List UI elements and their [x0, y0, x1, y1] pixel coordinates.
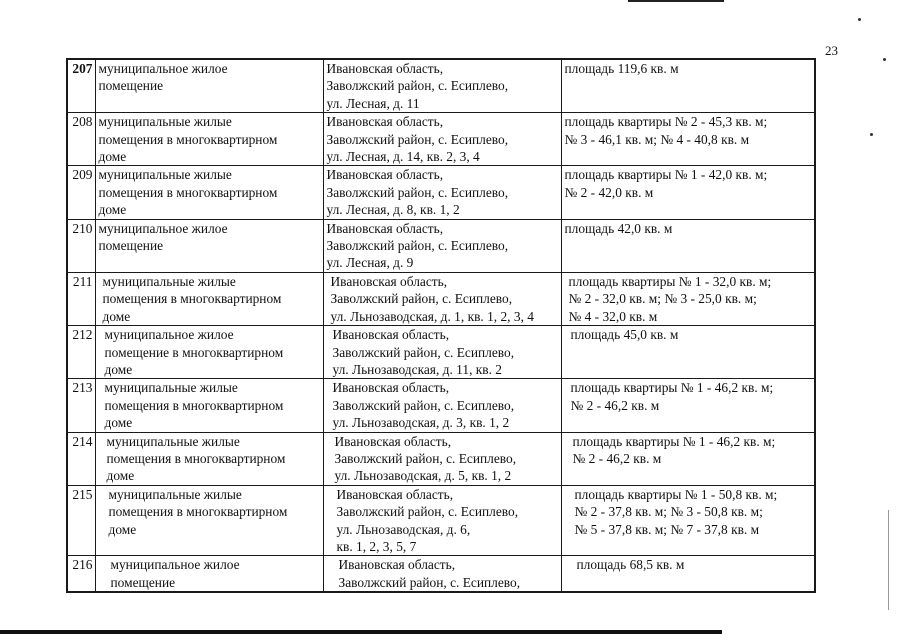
object-name-line: муниципальное жилое — [110, 557, 240, 573]
row-number: 213 — [67, 379, 95, 432]
object-name-line: доме — [104, 415, 133, 431]
row-number: 215 — [67, 485, 95, 556]
address-line: ул. Льнозаводская, д. 1, кв. 1, 2, 3, 4 — [330, 308, 534, 324]
object-name-line: помещение — [98, 238, 164, 254]
area-line: площадь квартиры № 1 - 46,2 кв. м; — [570, 380, 774, 396]
area-line: площадь квартиры № 1 - 32,0 кв. м; — [568, 273, 772, 289]
address-line: Ивановская область, — [336, 486, 454, 502]
area-line: № 5 - 37,8 кв. м; № 7 - 37,8 кв. м — [574, 521, 760, 537]
table-row — [67, 59, 815, 113]
object-name-line: муниципальное жилое — [104, 327, 234, 343]
address-line: Заволжский район, с. Есиплево, — [336, 504, 519, 520]
property-registry-table — [66, 58, 816, 593]
area-line: площадь квартиры № 1 - 46,2 кв. м; — [572, 433, 776, 449]
address-line: Заволжский район, с. Есиплево, — [330, 291, 513, 307]
object-name-line: доме — [98, 149, 127, 165]
area-cell — [561, 432, 815, 485]
area-line: площадь 45,0 кв. м — [570, 327, 679, 343]
object-name-cell — [95, 166, 323, 219]
object-name-line: доме — [106, 468, 135, 484]
area-line: № 3 - 46,1 кв. м; № 4 - 40,8 кв. м — [564, 131, 750, 147]
object-name-line: помещения в многоквартирном — [102, 291, 282, 307]
object-name-cell — [95, 219, 323, 272]
object-name-line: муниципальные жилые — [102, 273, 236, 289]
area-cell — [561, 272, 815, 325]
area-line: № 2 - 37,8 кв. м; № 3 - 50,8 кв. м; — [574, 504, 763, 520]
address-line: Заволжский район, с. Есиплево, — [334, 450, 517, 466]
area-line: № 4 - 32,0 кв. м — [568, 308, 658, 324]
object-name-line: муниципальные жилые — [108, 486, 242, 502]
object-name-line: доме — [98, 202, 127, 218]
address-line: ул. Лесная, д. 8, кв. 1, 2 — [326, 202, 460, 218]
address-line: Заволжский район, с. Есиплево, — [338, 574, 521, 590]
area-line: № 2 - 46,2 кв. м — [572, 450, 662, 466]
object-name-line: муниципальное жилое — [98, 61, 228, 76]
object-name-cell — [95, 59, 323, 113]
object-name-line: доме — [102, 308, 131, 324]
object-name-line: муниципальные жилые — [98, 114, 232, 130]
object-name-line: доме — [108, 521, 137, 537]
address-line: ул. Лесная, д. 9 — [326, 255, 414, 271]
address-line: ул. Лесная, д. 14, кв. 2, 3, 4 — [326, 149, 480, 165]
address-line: ул. Льнозаводская, д. 5, кв. 1, 2 — [334, 468, 512, 484]
address-line: Заволжский район, с. Есиплево, — [326, 131, 509, 147]
object-name-line: муниципальные жилые — [106, 433, 240, 449]
table-row — [67, 219, 815, 272]
table-row — [67, 379, 815, 432]
row-number: 208 — [67, 113, 95, 166]
table-row — [67, 326, 815, 379]
object-name-line: помещение — [110, 574, 176, 590]
area-cell — [561, 166, 815, 219]
address-line: ул. Льнозаводская, д. 6, — [336, 521, 471, 537]
row-number: 212 — [67, 326, 95, 379]
object-name-line: помещение в многоквартирном — [104, 344, 284, 360]
object-name-line: помещения в многоквартирном — [108, 504, 288, 520]
object-name-line: доме — [104, 361, 133, 377]
area-line: площадь квартиры № 1 - 50,8 кв. м; — [574, 486, 778, 502]
object-name-cell — [95, 485, 323, 556]
scan-artifact-top-line — [628, 0, 724, 2]
address-line: Ивановская область, — [326, 61, 444, 76]
object-name-cell — [95, 272, 323, 325]
address-line: Ивановская область, — [330, 273, 448, 289]
address-cell — [323, 59, 561, 113]
address-line: Заволжский район, с. Есиплево, — [326, 238, 509, 254]
object-name-line: муниципальные жилые — [98, 167, 232, 183]
address-line: Заволжский район, с. Есиплево, — [326, 184, 509, 200]
object-name-line: муниципальное жилое — [98, 220, 228, 236]
address-line: кв. 1, 2, 3, 5, 7 — [336, 538, 417, 554]
area-line: площадь квартиры № 1 - 42,0 кв. м; — [564, 167, 768, 183]
area-cell — [561, 485, 815, 556]
row-number: 214 — [67, 432, 95, 485]
row-number: 207 — [67, 59, 95, 113]
address-line: Ивановская область, — [326, 220, 444, 236]
address-line: Заволжский район, с. Есиплево, — [326, 78, 509, 94]
object-name-cell — [95, 379, 323, 432]
table-row — [67, 485, 815, 556]
scan-artifact-dot — [870, 133, 873, 136]
object-name-cell — [95, 113, 323, 166]
area-line: площадь квартиры № 2 - 45,3 кв. м; — [564, 114, 768, 130]
address-line: Ивановская область, — [326, 114, 444, 130]
address-cell — [323, 556, 561, 592]
area-cell — [561, 113, 815, 166]
address-cell — [323, 113, 561, 166]
area-line: № 2 - 42,0 кв. м — [564, 184, 654, 200]
row-number: 210 — [67, 219, 95, 272]
address-cell — [323, 432, 561, 485]
area-cell — [561, 219, 815, 272]
object-name-line: помещения в многоквартирном — [104, 397, 284, 413]
object-name-line: помещение — [98, 78, 164, 94]
table-row — [67, 432, 815, 485]
area-line: площадь 119,6 кв. м — [564, 61, 679, 76]
scan-artifact-bottom-line — [0, 630, 722, 634]
area-line: площадь 42,0 кв. м — [564, 220, 673, 236]
row-number: 209 — [67, 166, 95, 219]
table-row — [67, 166, 815, 219]
page-number: 23 — [825, 43, 838, 58]
address-line: ул. Льнозаводская, д. 11, кв. 2 — [332, 361, 502, 377]
object-name-cell — [95, 556, 323, 592]
address-line: ул. Льнозаводская, д. 3, кв. 1, 2 — [332, 415, 510, 431]
address-line: Ивановская область, — [326, 167, 444, 183]
address-line: Ивановская область, — [334, 433, 452, 449]
address-line: Ивановская область, — [332, 380, 450, 396]
address-line: Ивановская область, — [338, 557, 456, 573]
scan-artifact-edge — [888, 510, 889, 610]
table-row — [67, 272, 815, 325]
row-number: 211 — [67, 272, 95, 325]
object-name-line: муниципальные жилые — [104, 380, 238, 396]
row-number: 216 — [67, 556, 95, 592]
object-name-line: помещения в многоквартирном — [98, 131, 278, 147]
address-cell — [323, 326, 561, 379]
area-cell — [561, 379, 815, 432]
area-cell — [561, 59, 815, 113]
address-cell — [323, 166, 561, 219]
object-name-line: помещения в многоквартирном — [98, 184, 278, 200]
object-name-cell — [95, 432, 323, 485]
object-name-cell — [95, 326, 323, 379]
area-line: № 2 - 46,2 кв. м — [570, 397, 660, 413]
area-cell — [561, 556, 815, 592]
object-name-line: помещения в многоквартирном — [106, 450, 286, 466]
area-cell — [561, 326, 815, 379]
address-cell — [323, 272, 561, 325]
address-cell — [323, 379, 561, 432]
address-line: ул. Лесная, д. 11 — [326, 95, 420, 111]
table-row — [67, 556, 815, 592]
scan-artifact-dot — [883, 58, 886, 61]
area-line: № 2 - 32,0 кв. м; № 3 - 25,0 кв. м; — [568, 291, 757, 307]
address-line: Заволжский район, с. Есиплево, — [332, 397, 515, 413]
scan-artifact-dot — [858, 18, 861, 21]
address-cell — [323, 485, 561, 556]
address-cell — [323, 219, 561, 272]
address-line: Заволжский район, с. Есиплево, — [332, 344, 515, 360]
table-row — [67, 113, 815, 166]
address-line: Ивановская область, — [332, 327, 450, 343]
area-line: площадь 68,5 кв. м — [576, 557, 685, 573]
